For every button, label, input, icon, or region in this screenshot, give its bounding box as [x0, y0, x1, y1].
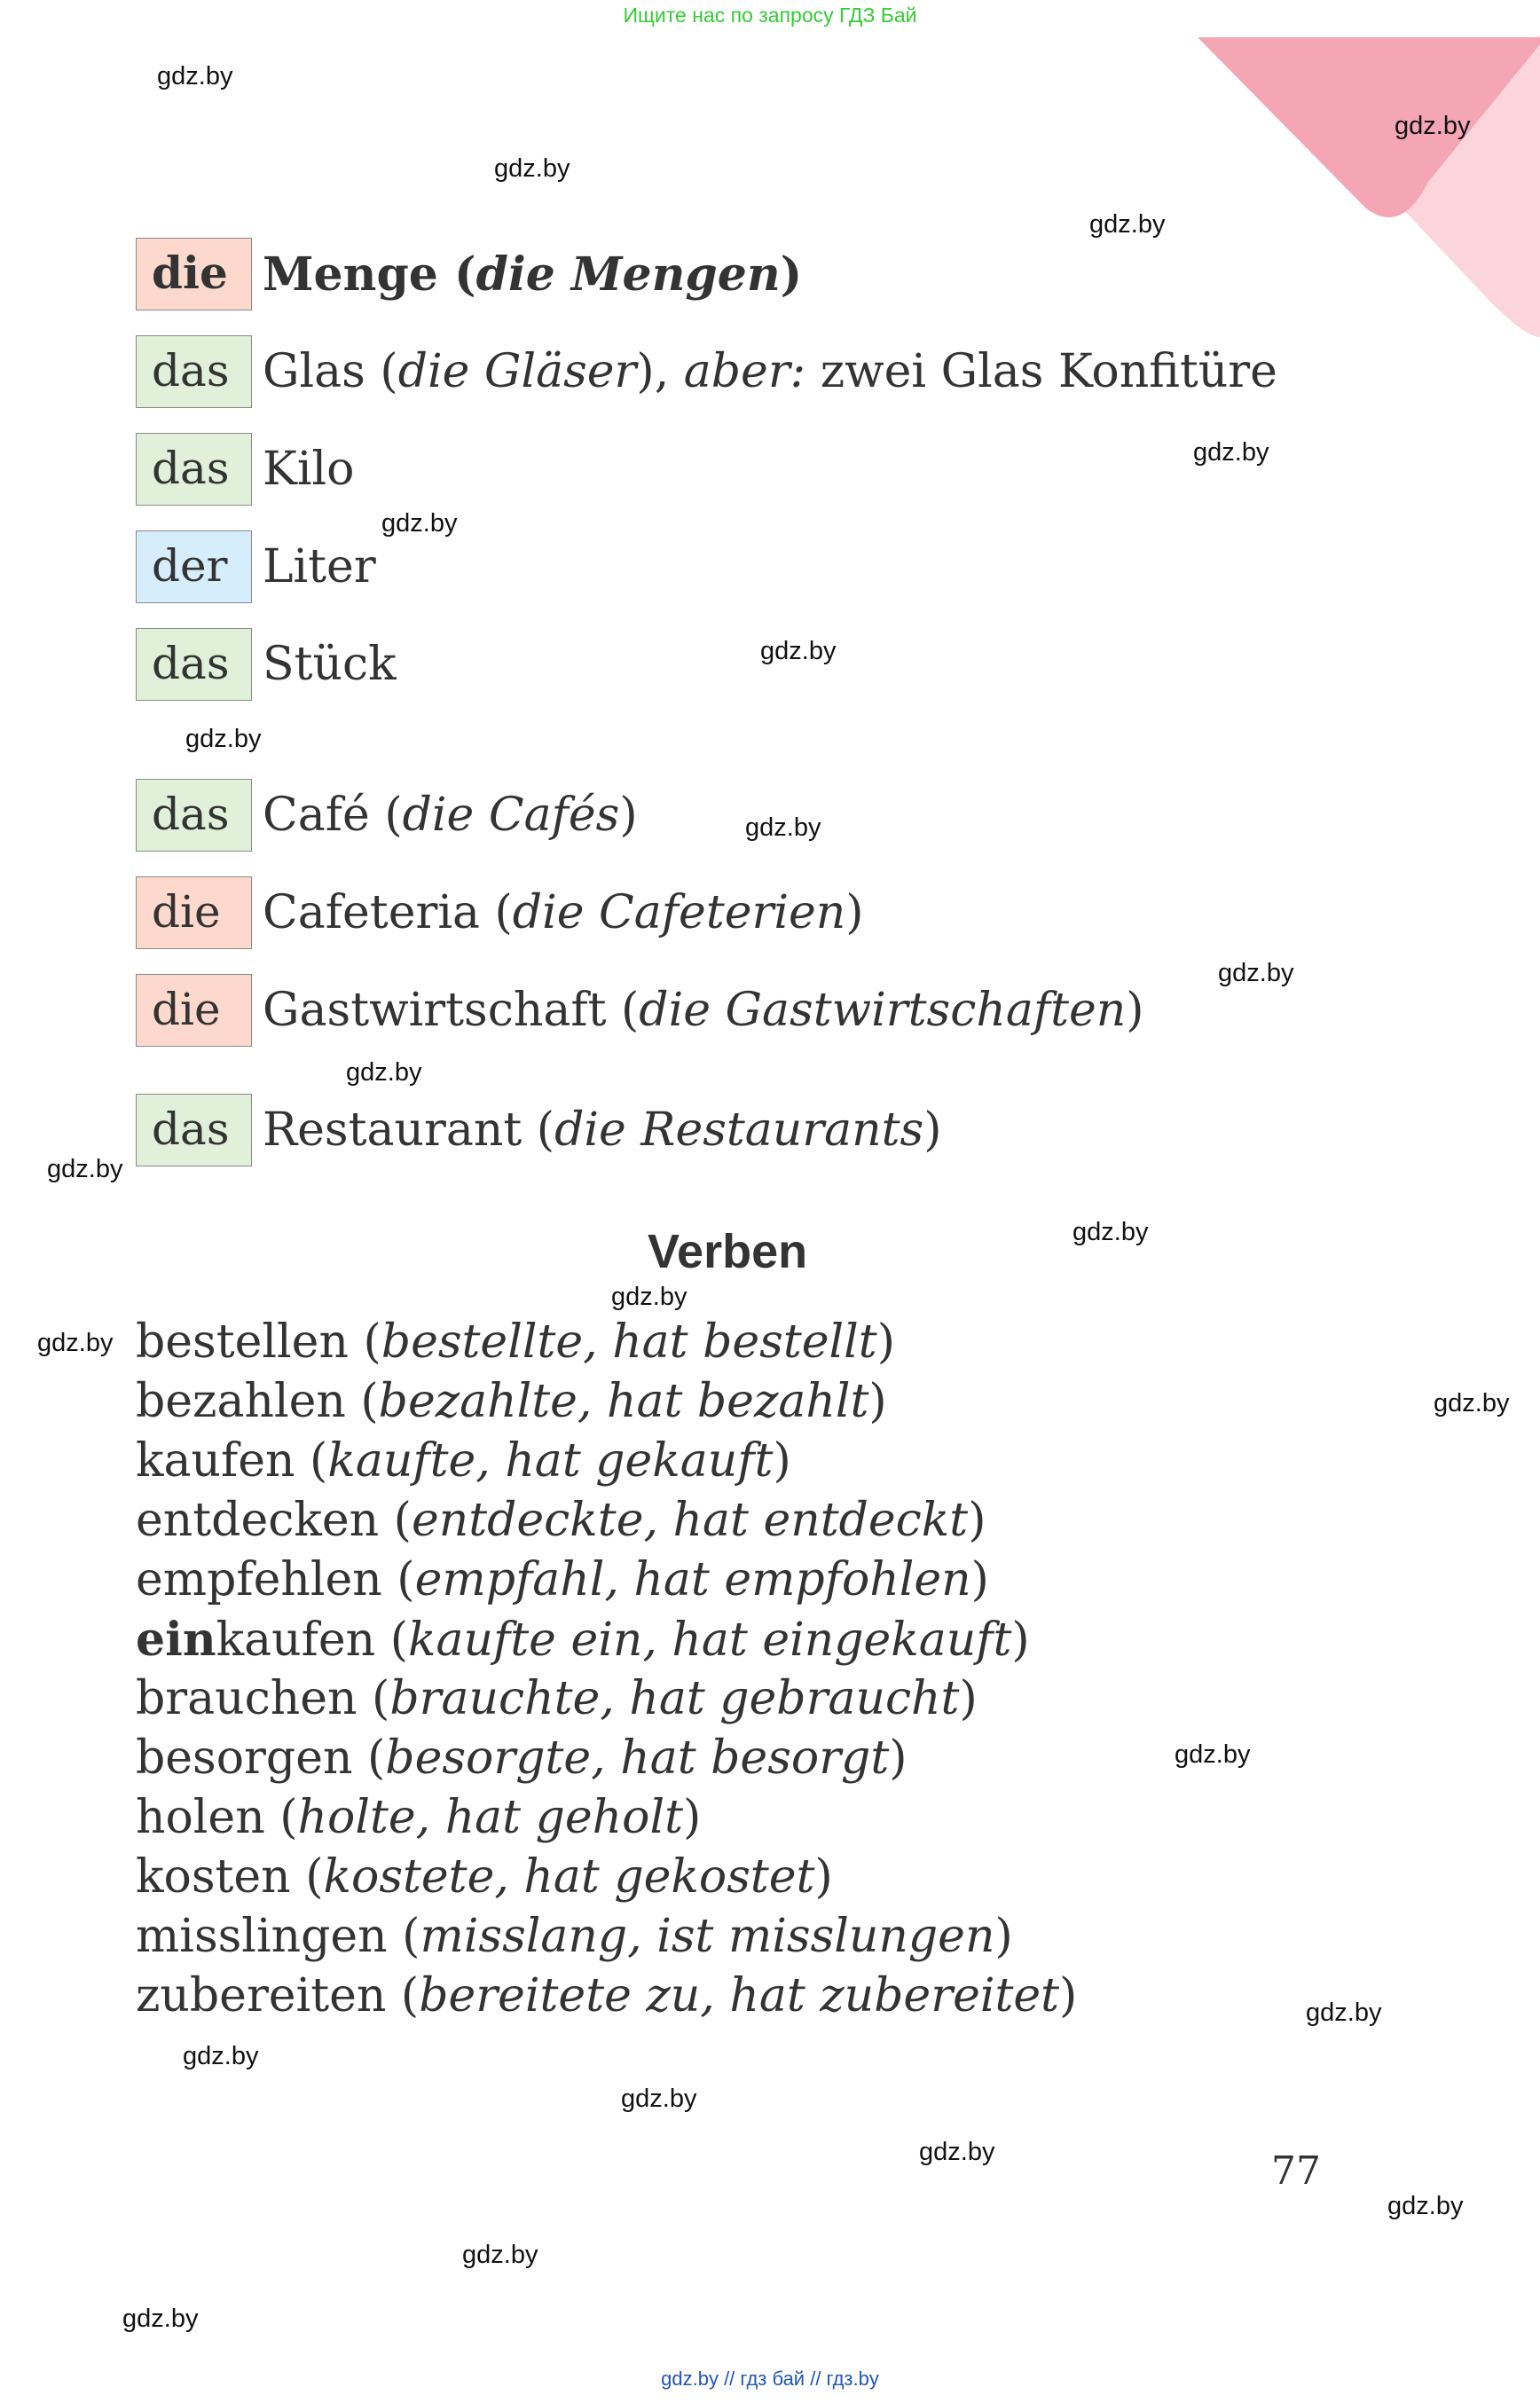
verb-entry: einkaufen (kaufte ein, hat eingekauft) — [136, 1613, 1030, 1667]
noun-text: Restaurant (die Restaurants) — [263, 1103, 942, 1157]
watermark: gdz.by — [760, 637, 837, 665]
noun-entry-restaurant — [136, 1094, 942, 1166]
noun-text: Kilo — [263, 443, 355, 496]
article-box: der — [136, 530, 252, 603]
watermark: gdz.by — [611, 1283, 688, 1311]
article-box: die — [136, 876, 252, 949]
article-box: das — [136, 779, 252, 852]
verb-entry: holen (holte, hat geholt) — [136, 1791, 702, 1844]
watermark: gdz.by — [1395, 112, 1471, 140]
watermark: gdz.by — [1175, 1740, 1251, 1769]
section-title-verben: Verben — [648, 1225, 808, 1278]
verb-list — [136, 1313, 1077, 2026]
verb-entry: kosten (kostete, hat gekostet) — [136, 1850, 833, 1904]
noun-entry-cafeteria — [136, 876, 864, 949]
verb-entry: empfehlen (empfahl, hat empfohlen) — [136, 1553, 989, 1606]
watermark: gdz.by — [37, 1329, 114, 1357]
article-box: das — [136, 433, 252, 506]
verb-entry: besorgen (besorgte, hat besorgt) — [136, 1732, 908, 1785]
watermark: gdz.by — [381, 509, 458, 538]
corner-decoration — [1153, 0, 1540, 390]
watermark: gdz.by — [346, 1058, 422, 1087]
watermark: gdz.by — [1218, 959, 1294, 987]
noun-text: Liter — [263, 540, 376, 593]
watermark: gdz.by — [1434, 1389, 1510, 1417]
watermark: gdz.by — [157, 62, 233, 90]
noun-text: Menge (die Mengen) — [263, 247, 803, 302]
verb-entry: bezahlen (bezahlte, hat bezahlt) — [136, 1375, 887, 1428]
noun-entry-cafe — [136, 779, 638, 852]
noun-entry-liter — [136, 530, 376, 603]
watermark: gdz.by — [183, 2042, 259, 2070]
verb-entry: entdecken (entdeckte, hat entdeckt) — [136, 1494, 986, 1547]
watermark: gdz.by — [494, 154, 570, 183]
watermark: gdz.by — [1387, 2192, 1464, 2220]
watermark: gdz.by — [462, 2241, 538, 2269]
article-box: die — [136, 238, 252, 310]
watermark: gdz.by — [745, 813, 821, 842]
watermark: gdz.by — [47, 1155, 123, 1183]
noun-entry-glas — [136, 335, 1277, 408]
watermark: gdz.by — [1072, 1218, 1149, 1246]
bottom-banner[interactable]: gdz.by // гдз бай // гдз.by — [661, 2368, 879, 2390]
watermark: gdz.by — [1193, 438, 1269, 467]
watermark: gdz.by — [621, 2085, 697, 2113]
noun-text: Café (die Cafés) — [263, 789, 638, 842]
noun-text: Gastwirtschaft (die Gastwirtschaften) — [263, 984, 1144, 1037]
verb-entry: misslingen (misslang, ist misslungen) — [136, 1910, 1013, 1963]
verb-entry: zubereiten (bereitete zu, hat zubereitet) — [136, 1969, 1078, 2022]
top-banner: Ищите нас по запросу ГДЗ Бай — [623, 4, 917, 27]
verb-entry: brauchen (brauchte, hat gebraucht) — [136, 1672, 978, 1725]
watermark: gdz.by — [1306, 1999, 1382, 2027]
page-number: 77 — [1271, 2148, 1321, 2194]
noun-entry-menge — [136, 238, 802, 310]
noun-entry-gastwirtschaft — [136, 974, 1144, 1047]
noun-entry-kilo — [136, 433, 354, 506]
watermark: gdz.by — [185, 725, 262, 753]
watermark: gdz.by — [1089, 210, 1166, 239]
noun-text: Cafeteria (die Cafeterien) — [263, 886, 864, 939]
article-box: das — [136, 628, 252, 701]
verb-entry: bestellen (bestellte, hat bestellt) — [136, 1315, 895, 1369]
article-box: das — [136, 1094, 252, 1166]
article-box: das — [136, 335, 252, 408]
noun-entry-stueck — [136, 628, 397, 701]
noun-text: Stück — [263, 638, 397, 691]
verb-entry: kaufen (kaufte, hat gekauft) — [136, 1434, 791, 1488]
noun-text: Glas (die Gläser), aber: zwei Glas Konfitüre — [263, 345, 1277, 398]
watermark: gdz.by — [122, 2305, 199, 2333]
watermark: gdz.by — [919, 2138, 995, 2166]
article-box: die — [136, 974, 252, 1047]
